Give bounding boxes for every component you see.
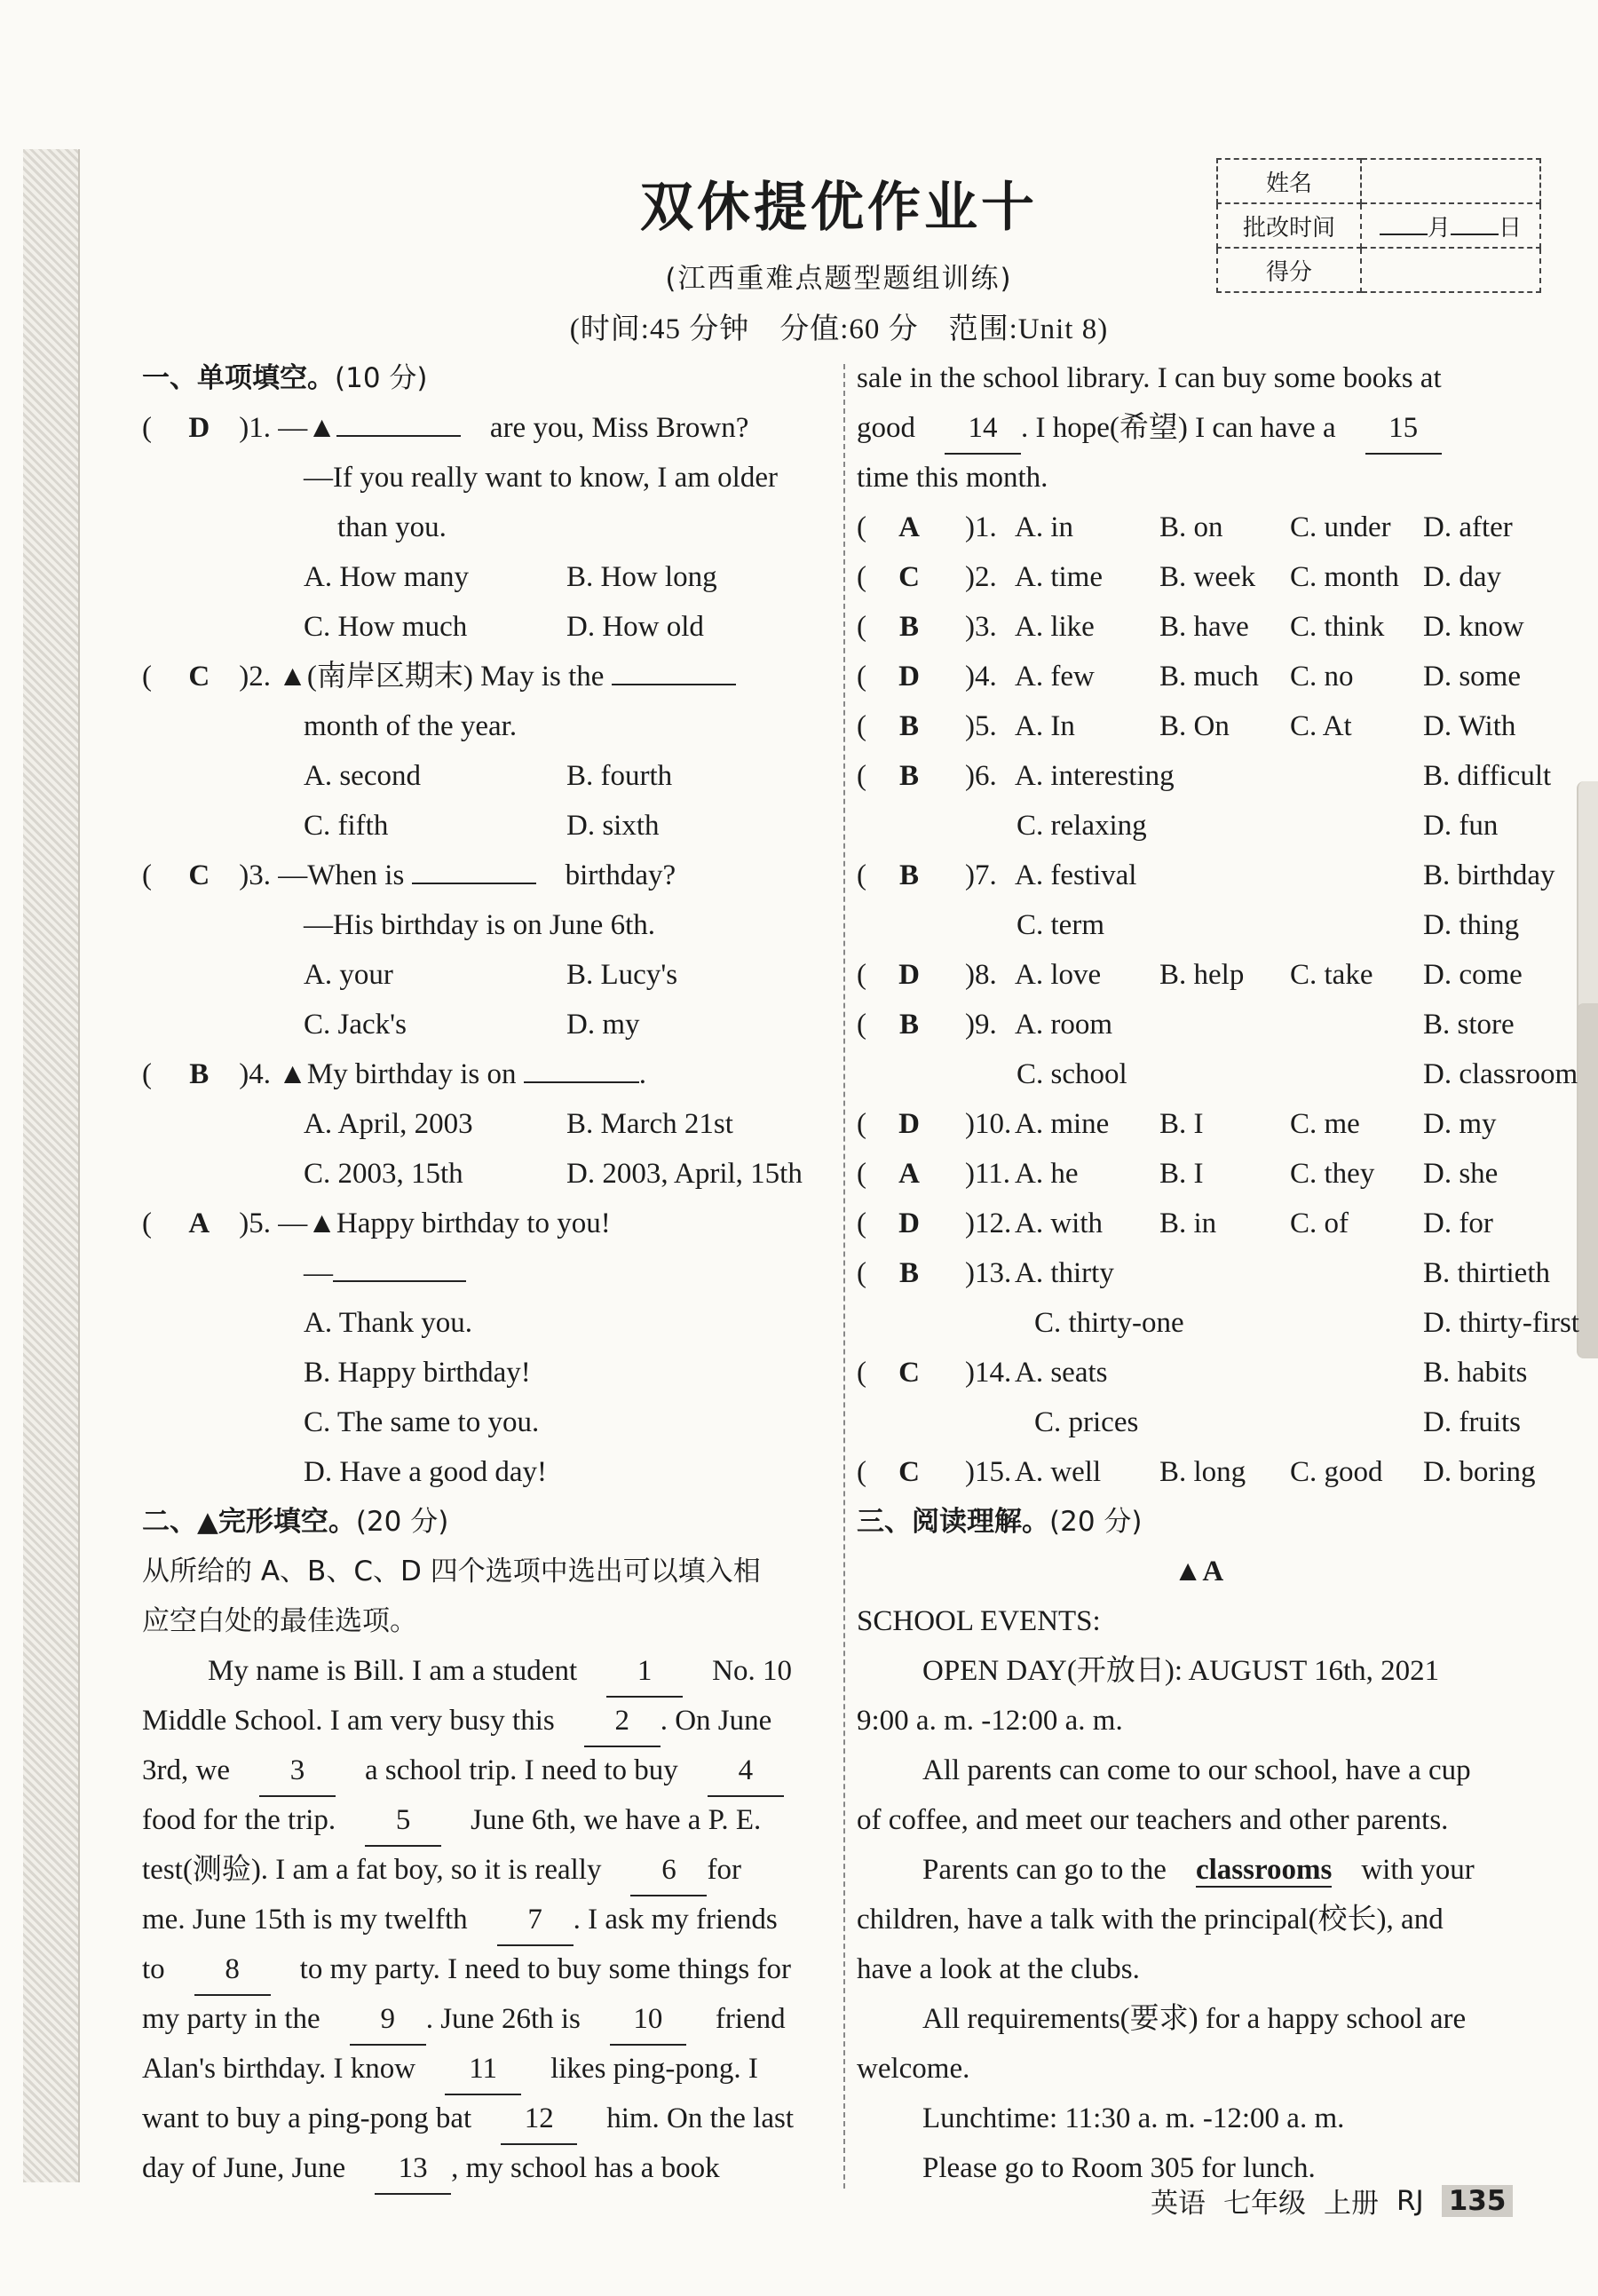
passage-line-4: food for the trip. 5 June 6th, we have a P. E. [142,1795,826,1845]
question-number: )1. [965,511,997,543]
section2-heading: 二、▲完形填空。(20 分) [142,1506,449,1538]
q2-line2: month of the year. [304,710,518,742]
question-number: )4. [965,661,997,693]
answer-letter: D [898,959,920,991]
blank-10[interactable]: 10 [610,1994,686,2046]
cloze-answer-row: ( C )2. A. time B. week C. month D. day [857,552,1540,602]
answer-letter: C [898,1357,920,1389]
column-divider [843,364,845,2189]
option-b: B. help [1159,959,1245,991]
score-field[interactable] [1361,248,1540,292]
answer-letter: C [898,561,920,593]
cloze-answer-row: ( C )14. A. seats B. habits [857,1348,1540,1397]
option-c: C. At [1290,710,1352,742]
question-number: )10. [965,1108,1012,1140]
passage-cont-3: time this month. [857,462,1048,494]
q5-option-a: A. Thank you. [304,1307,473,1339]
answer-letter: B [898,760,919,792]
question-number: )11. [965,1158,1011,1190]
lunch-room-line: Please go to Room 305 for lunch. [922,2152,1316,2184]
q5-option-d: D. Have a good day! [304,1456,547,1488]
cloze-answer-row: ( D )8. A. love B. help C. take D. come [857,950,1540,1000]
cloze-answer-row: ( D )10. A. mine B. I C. me D. my [857,1099,1540,1149]
question-number: )9. [965,1009,997,1041]
option-c: C. prices [1034,1406,1139,1438]
binding-edge-strip [23,149,80,2182]
answer-letter: B [898,1009,919,1041]
answer-letter: B [898,859,919,891]
option-d: D. With [1423,710,1516,742]
q1-blank[interactable] [336,405,461,437]
grading-date-field[interactable]: 月 日 [1361,203,1540,248]
section2-instruction-2: 应空白处的最佳选项。 [142,1605,417,1637]
option-a: A. thirty [1015,1257,1114,1289]
right-column [857,353,1579,2193]
option-a: A. festival [1015,859,1137,891]
para1-line1: All parents can come to our school, have a cup [922,1754,1471,1786]
q2-blank[interactable] [612,653,736,685]
answer-letter: D [898,1207,920,1239]
option-b: B. have [1159,611,1249,643]
option-b: B. On [1159,710,1230,742]
cloze-answer-row-cont [857,1298,1579,1348]
option-a: A. well [1015,1456,1102,1488]
option-d: D. know [1423,611,1524,643]
option-a: A. in [1015,511,1073,543]
option-b: B. on [1159,511,1223,543]
q3-blank[interactable] [412,852,536,884]
option-b: B. store [1423,1009,1515,1041]
option-d: D. my [1423,1108,1497,1140]
option-d: D. she [1423,1158,1499,1190]
answer-letter: A [898,511,920,543]
option-b: B. thirtieth [1423,1257,1550,1289]
para2-line1: Parents can go to the classrooms with your [922,1854,1475,1886]
passage-line-1: My name is Bill. I am a student 1 No. 10 [142,1646,826,1696]
blank-5[interactable]: 5 [365,1795,441,1847]
cloze-answer-row: ( B )7. A. festival B. birthday [857,851,1540,900]
cloze-answer-row: ( D )12. A. with B. in C. of D. for [857,1199,1540,1248]
answer-letter: B [898,710,919,742]
q3-options-ab: A. your B. Lucy's [304,959,678,991]
blank-12[interactable]: 12 [501,2094,577,2145]
option-d: D. fruits [1423,1406,1521,1438]
passage-cont-1: sale in the school library. I can buy some books at [857,362,1442,394]
q4-options-cd: C. 2003, 15th D. 2003, April, 15th [304,1158,803,1190]
question-number: )14. [965,1357,1012,1389]
q4-stem: ( B )4. ▲My birthday is on . [142,1049,826,1099]
q2-options-ab: A. second B. fourth [304,760,673,792]
q3-stem: ( C )3. —When is birthday? [142,851,826,900]
cloze-answer-row-cont [857,900,1540,950]
passage-line-3: 3rd, we 3 a school trip. I need to buy 4 [142,1746,826,1795]
blank-4[interactable]: 4 [708,1746,784,1797]
open-day-time: 9:00 a. m. -12:00 a. m. [857,1705,1123,1737]
cloze-answer-row-cont [857,1397,1540,1447]
blank-13[interactable]: 13 [375,2143,451,2195]
left-column [142,353,826,2193]
answer-letter: A [898,1158,920,1190]
answer-letter: C [898,1456,920,1488]
option-b: B. habits [1423,1357,1528,1389]
option-d: D. fun [1423,810,1499,842]
blank-15[interactable]: 15 [1365,403,1442,455]
option-a: A. seats [1015,1357,1108,1389]
cloze-answer-row: ( A )11. A. he B. I C. they D. she [857,1149,1540,1199]
passage-line-10: want to buy a ping-pong bat 12 him. On the last [142,2094,826,2143]
q4-blank[interactable] [524,1051,639,1083]
passage-line-5: test(测验). I am a fat boy, so it is really 6 for [142,1845,826,1895]
q1-answer: D [188,412,210,444]
blank-11[interactable]: 11 [445,2044,521,2095]
q5-answer: A [188,1207,210,1239]
cloze-answer-row: ( A )1. A. in B. on C. under D. after [857,503,1540,552]
blank-2[interactable]: 2 [584,1696,661,1747]
option-d: D. thirty-first [1423,1307,1579,1339]
option-c: C. under [1290,511,1391,543]
option-c: C. thirty-one [1034,1307,1184,1339]
option-a: A. interesting [1015,760,1175,792]
option-b: B. difficult [1423,760,1552,792]
q4-options-ab: A. April, 2003 B. March 21st [304,1108,733,1140]
blank-14[interactable]: 14 [945,403,1021,455]
para3-line2: welcome. [857,2053,970,2085]
events-heading: SCHOOL EVENTS: [857,1605,1101,1637]
option-d: D. some [1423,661,1521,693]
question-number: )15. [965,1456,1012,1488]
option-a: A. like [1015,611,1095,643]
option-c: C. good [1290,1456,1383,1488]
option-d: D. boring [1423,1456,1536,1488]
cloze-answer-list [857,503,1579,1497]
cloze-answer-row: ( B )6. A. interesting B. difficult [857,751,1540,801]
blank-1[interactable]: 1 [606,1646,683,1698]
section3-heading: 三、阅读理解。(20 分) [857,1506,1143,1538]
option-a: A. few [1015,661,1095,693]
para3-line1: All requirements(要求) for a happy school are [922,2003,1467,2035]
q5-option-c: C. The same to you. [304,1406,540,1438]
page-title: 双休提优作业十 [640,177,1038,239]
question-number: )7. [965,859,997,891]
passage-line-8: my party in the 9 . June 26th is 10 friend [142,1994,826,2044]
score-label: 得分 [1217,248,1361,292]
section2-instruction-1: 从所给的 A、B、C、D 四个选项中选出可以填入相 [142,1556,761,1587]
q1-options-ab: A. How many B. How long [304,561,717,593]
open-day-line: OPEN DAY(开放日): AUGUST 16th, 2021 [922,1655,1440,1687]
cloze-answer-row: ( D )4. A. few B. much C. no D. some [857,652,1540,701]
option-d: D. after [1423,511,1513,543]
option-d: D. classroom [1423,1058,1578,1090]
q2-options-cd: C. fifth D. sixth [304,810,660,842]
option-b: B. I [1159,1158,1204,1190]
question-number: )13. [965,1257,1012,1289]
question-number: )8. [965,959,997,991]
para1-line2: of coffee, and meet our teachers and other parents. [857,1804,1449,1836]
footer-grade: 七年级 [1223,2188,1306,2220]
footer-edition: RJ [1396,2184,1424,2217]
section1-heading: 一、单项填空。(10 分) [142,362,428,394]
option-c: C. relaxing [1017,810,1147,842]
option-c: C. think [1290,611,1385,643]
option-b: B. long [1159,1456,1246,1488]
question-number: )6. [965,760,997,792]
option-b: B. birthday [1423,859,1555,891]
blank-8[interactable]: 8 [194,1944,271,1996]
cloze-answer-row: ( B )9. A. room B. store [857,1000,1540,1049]
q5-line2: — [142,1248,826,1298]
passage-line-6: me. June 15th is my twelfth 7 . I ask my friends [142,1895,826,1944]
answer-letter: B [898,611,919,643]
cloze-answer-row: ( B )13. A. thirty B. thirtieth [857,1248,1540,1298]
q5-blank[interactable] [333,1250,466,1282]
option-d: D. come [1423,959,1523,991]
q3-answer: C [188,859,210,891]
q2-stem: ( C )2. ▲(南岸区期末) May is the [142,652,826,701]
q1-stem: ( D )1. —▲ are you, Miss Brown? [142,403,826,453]
answer-letter: B [898,1257,919,1289]
option-a: A. he [1015,1158,1079,1190]
q5-option-b: B. Happy birthday! [304,1357,531,1389]
question-number: )3. [965,611,997,643]
option-b: B. I [1159,1108,1204,1140]
page-number: 135 [1442,2185,1514,2217]
option-c: C. take [1290,959,1373,991]
question-number: )5. [965,710,997,742]
option-b: B. in [1159,1207,1217,1239]
option-c: C. term [1017,909,1104,941]
option-c: C. school [1017,1058,1127,1090]
cloze-answer-row: ( B )5. A. In B. On C. At D. With [857,701,1540,751]
option-a: A. mine [1015,1108,1110,1140]
option-d: D. thing [1423,909,1520,941]
q5-stem: ( A )5. —▲Happy birthday to you! [142,1199,826,1248]
answer-letter: D [898,661,920,693]
blank-9[interactable]: 9 [350,1994,426,2046]
page-footer [1151,2181,1513,2221]
blank-3[interactable]: 3 [259,1746,336,1797]
q1-options-cd: C. How much D. How old [304,611,704,643]
option-c: C. they [1290,1158,1375,1190]
q1-line2: —If you really want to know, I am older [304,462,778,494]
name-label: 姓名 [1217,159,1361,203]
q3-line2: —His birthday is on June 6th. [304,909,655,941]
question-number: )12. [965,1207,1012,1239]
lunchtime-line: Lunchtime: 11:30 a. m. -12:00 a. m. [922,2102,1345,2134]
passage-cont-2: good 14 . I hope(希望) I can have a 15 [857,403,1540,453]
cloze-answer-row-cont [857,801,1540,851]
page-subtitle: (江西重难点题型题组训练) [665,263,1013,295]
question-number: )2. [965,561,997,593]
option-d: D. day [1423,561,1501,593]
para2-line3: have a look at the clubs. [857,1953,1140,1985]
cloze-answer-row: ( C )15. A. well B. long C. good D. boring [857,1447,1540,1497]
option-a: A. room [1015,1009,1112,1041]
blank-6[interactable]: 6 [630,1845,707,1896]
option-c: C. month [1290,561,1399,593]
para2-line2: children, have a talk with the principal(校长), and [857,1904,1444,1936]
exam-meta: (时间:45 分钟 分值:60 分 范围:Unit 8) [569,313,1109,345]
cloze-answer-row-cont [857,1049,1578,1099]
passage-line-2: Middle School. I am very busy this 2 . On June [142,1696,826,1746]
option-a: A. In [1015,710,1075,742]
q3-options-cd: C. Jack's D. my [304,1009,640,1041]
footer-term: 上册 [1324,2188,1379,2220]
blank-7[interactable]: 7 [497,1895,574,1946]
option-c: C. no [1290,661,1354,693]
q1-line3: than you. [337,511,447,543]
option-a: A. love [1015,959,1102,991]
cloze-answer-row: ( B )3. A. like B. have C. think D. know [857,602,1540,652]
option-a: A. time [1015,561,1103,593]
q4-answer: B [189,1058,210,1090]
footer-subject: 英语 [1151,2188,1206,2220]
name-field[interactable] [1361,159,1540,203]
q2-answer: C [188,661,210,693]
answer-letter: D [898,1108,920,1140]
passage-line-11: day of June, June 13 , my school has a book [142,2143,826,2193]
option-a: A. with [1015,1207,1103,1239]
side-tab-lower [1577,1003,1598,1358]
passage-line-9: Alan's birthday. I know 11 likes ping-pong. I [142,2044,826,2094]
score-box [1216,158,1541,293]
highlighted-word-classrooms: classrooms [1195,1854,1333,1886]
grading-time-label: 批改时间 [1217,203,1361,248]
part-a-label: ▲A [1173,1556,1224,1587]
passage-line-7: to 8 to my party. I need to buy some things for [142,1944,826,1994]
option-c: C. of [1290,1207,1349,1239]
option-b: B. much [1159,661,1259,693]
option-c: C. me [1290,1108,1360,1140]
option-d: D. for [1423,1207,1493,1239]
option-b: B. week [1159,561,1256,593]
